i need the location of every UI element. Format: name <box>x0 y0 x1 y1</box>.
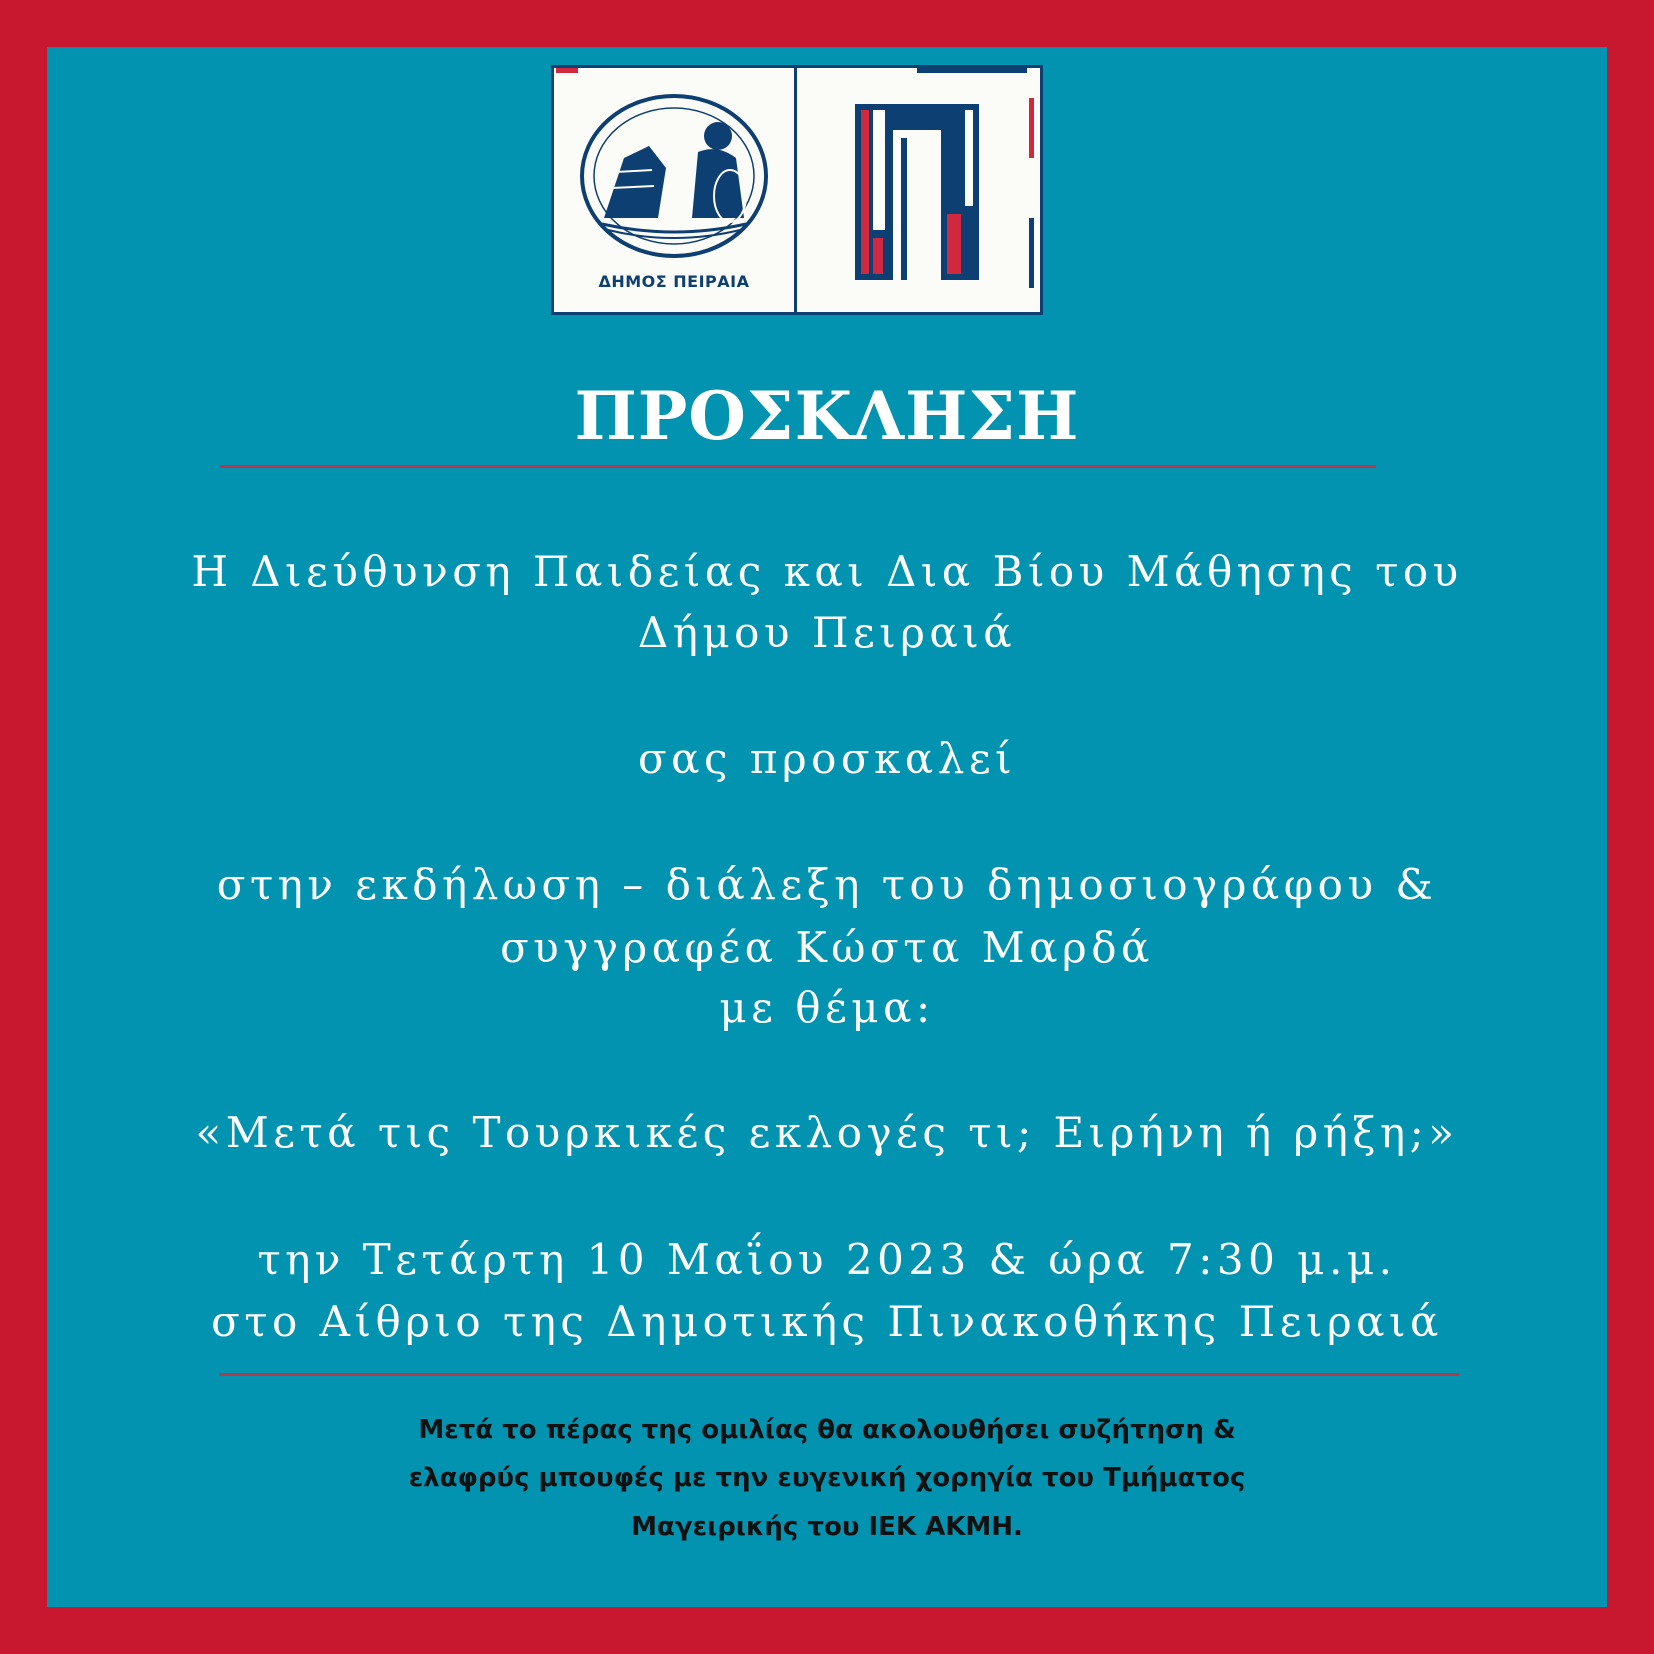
piraeus-municipality-seal <box>554 68 794 312</box>
note-line-3: Μαγειρικής του ΙΕΚ ΑΚΜΗ. <box>631 1512 1023 1542</box>
event-line-1: στην εκδήλωση – διάλεξη του δημοσιογράφου & <box>216 860 1438 909</box>
invites-line: σας προσκαλεί <box>637 734 1017 783</box>
pi-icon <box>797 68 1040 312</box>
pi-logo <box>797 68 1040 312</box>
top-divider <box>220 465 1376 468</box>
topic-label: με θέμα: <box>719 983 935 1032</box>
invitation-title: ΠΡΟΣΚΛΗΣΗ <box>574 377 1080 455</box>
host-line-1: Η Διεύθυνση Παιδείας και Δια Βίου Μάθησης του <box>191 547 1463 596</box>
host-line-2: Δήμου Πειραιά <box>637 608 1017 657</box>
invitation-poster <box>47 47 1607 1607</box>
seal-label: ΔΗΜΟΣ ΠΕΙΡΑΙΑ <box>598 272 750 291</box>
topic-title: «Μετά τις Τουρκικές εκλογές τι; Ειρήνη ή ρήξη;» <box>195 1108 1459 1157</box>
note-line-1: Μετά το πέρας της ομιλίας θα ακολουθήσει συζήτηση & <box>418 1415 1236 1445</box>
note-line-2: ελαφρύς μπουφές με την ευγενική χορηγία του Τμήματος <box>408 1463 1246 1493</box>
event-line-2: συγγραφέα Κώστα Μαρδά <box>500 923 1154 972</box>
bottom-divider <box>219 1373 1459 1376</box>
seal-icon <box>554 68 794 268</box>
logo-banner <box>551 65 1043 315</box>
date-time-line: την Τετάρτη 10 Μαΐου 2023 & ώρα 7:30 μ.μ. <box>257 1235 1397 1284</box>
venue-line: στο Αίθριο της Δημοτικής Πινακοθήκης Πειραιά <box>211 1297 1443 1346</box>
